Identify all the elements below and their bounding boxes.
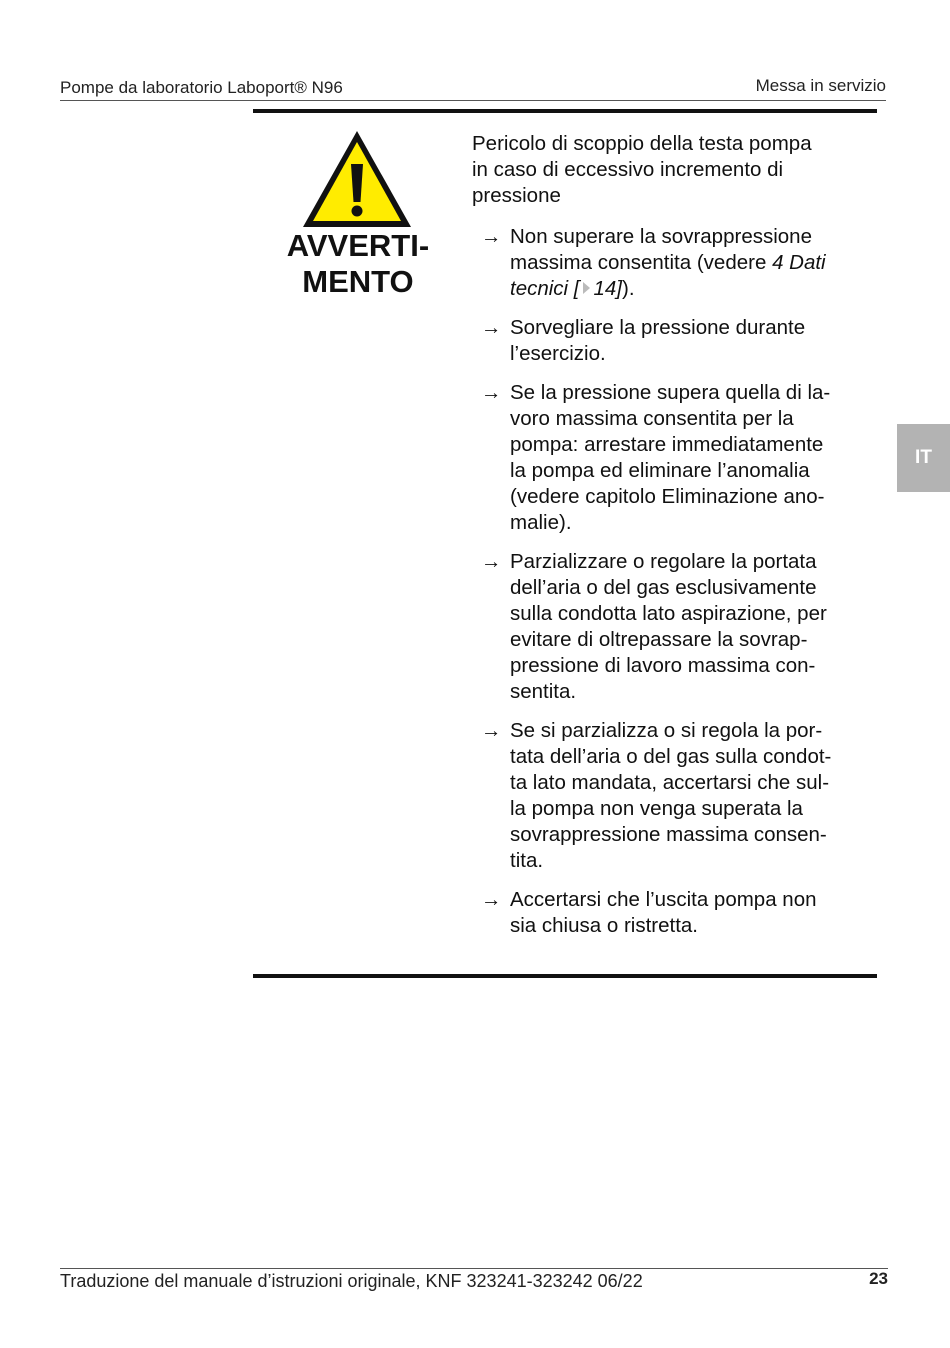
step-line: voro massima consentita per la	[510, 407, 794, 430]
safety-step	[481, 718, 876, 874]
step-line: (vedere capitolo Eliminazione ano-	[510, 485, 825, 508]
step-line	[510, 250, 876, 276]
step-line: sentita.	[510, 680, 577, 703]
step-line: dell’aria o del gas esclusivamente	[510, 576, 817, 599]
header-divider	[60, 100, 886, 101]
cross-reference-link[interactable]: 4 Dati	[772, 251, 826, 274]
step-line: evitare di oltrepassare la sovrap-	[510, 628, 808, 651]
step-line: Sorvegliare la pressione durante	[510, 316, 806, 339]
page-number: 23	[869, 1269, 888, 1288]
warning-triangle-icon	[300, 128, 414, 230]
signal-word-line: AVVERTI-	[286, 228, 430, 263]
step-line	[510, 276, 876, 302]
cross-reference-link[interactable]	[510, 277, 622, 300]
step-line: la pompa ed eliminare l’anomalia	[510, 459, 810, 482]
arrow-right-icon: →	[481, 225, 502, 248]
step-line: ta lato mandata, accertarsi che sul-	[510, 771, 830, 794]
step-line: l’esercizio.	[510, 342, 606, 365]
step-line: sovrappressione massima consen-	[510, 823, 827, 846]
step-line: tata dell’aria o del gas sulla condot-	[510, 745, 832, 768]
safety-steps-list	[481, 224, 876, 952]
header-title: Pompe da laboratorio Laboport® N96	[60, 78, 343, 97]
safety-step	[481, 887, 876, 939]
signal-word-line: MENTO	[302, 264, 414, 299]
hazard-line: in caso di eccessivo incremento di	[472, 158, 784, 181]
page-reference-icon	[583, 282, 590, 294]
step-line: Se la pressione supera quella di la-	[510, 381, 831, 404]
step-line: Non superare la sovrappressione	[510, 225, 812, 248]
step-line: Parzializzare o regolare la portata	[510, 550, 817, 573]
hazard-line: Pericolo di scoppio della testa pompa	[472, 132, 812, 155]
arrow-right-icon: →	[481, 719, 502, 742]
step-line: la pompa non venga superata la	[510, 797, 803, 820]
arrow-right-icon: →	[481, 381, 502, 404]
warning-block-bottom-rule	[253, 974, 877, 978]
step-line: pompa: arrestare immediatamente	[510, 433, 824, 456]
footer-divider	[60, 1268, 888, 1269]
safety-step	[481, 380, 876, 536]
step-line: Se si parzializza o si regola la por-	[510, 719, 823, 742]
signal-word	[270, 228, 446, 300]
step-line: tita.	[510, 849, 544, 872]
arrow-right-icon: →	[481, 550, 502, 573]
header-section: Messa in servizio	[755, 76, 886, 95]
xref-page: 14]	[593, 277, 622, 300]
arrow-right-icon: →	[481, 888, 502, 911]
step-line: pressione di lavoro massima con-	[510, 654, 816, 677]
arrow-right-icon: →	[481, 316, 502, 339]
step-text: massima consentita (vedere	[510, 251, 773, 274]
step-line: sulla condotta lato aspirazione, per	[510, 602, 827, 625]
step-text: ).	[622, 277, 635, 300]
step-line: sia chiusa o ristretta.	[510, 914, 698, 937]
footer-document-info: Traduzione del manuale d’istruzioni originale, KNF 323241-323242 06/22	[60, 1271, 643, 1291]
language-tab[interactable]: IT	[897, 424, 950, 492]
warning-block-top-rule	[253, 109, 877, 113]
hazard-description	[472, 131, 872, 209]
safety-step	[481, 549, 876, 705]
xref-text: tecnici [	[510, 277, 580, 300]
safety-step	[481, 315, 876, 367]
step-line: Accertarsi che l’uscita pompa non	[510, 888, 817, 911]
step-line: malie).	[510, 511, 572, 534]
safety-step	[481, 224, 876, 302]
hazard-line: pressione	[472, 184, 561, 207]
